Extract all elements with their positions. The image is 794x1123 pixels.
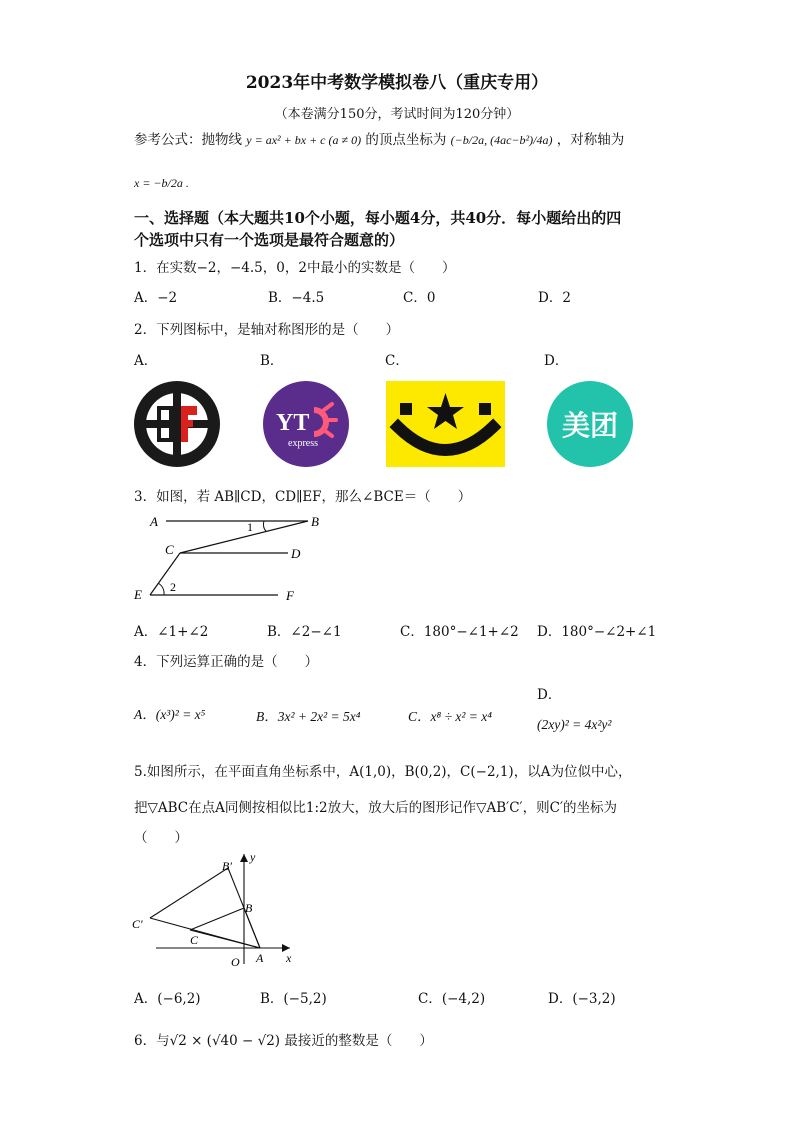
q3-label-d: D — [291, 546, 301, 561]
q3-stem: 3．如图，若 AB∥CD，CD∥EF，那么∠BCE＝（ ） — [134, 489, 472, 505]
q3-label-b: B — [311, 514, 319, 529]
q4-stem: 4．下列运算正确的是（ ） — [134, 654, 319, 670]
formula-line — [134, 128, 624, 148]
q5-label-c: C — [190, 933, 199, 947]
q3-option-b[interactable]: B．∠2−∠1 — [267, 624, 342, 640]
q5-figure — [130, 846, 310, 971]
formula-mid: 的顶点坐标为 — [365, 132, 447, 148]
q1-option-a[interactable]: A．−2 — [134, 290, 178, 306]
meituan-logo[interactable] — [546, 380, 634, 468]
page-subtitle: （本卷满分150分，考试时间为120分钟） — [274, 107, 520, 122]
q5-label-o: O — [231, 955, 240, 969]
q5-option-a[interactable]: A．(−6,2) — [134, 991, 201, 1007]
q3-label-f: F — [286, 588, 294, 603]
q4-option-d[interactable]: (2xy)² = 4x²y² — [537, 717, 612, 732]
q3-option-a[interactable]: A．∠1+∠2 — [134, 624, 209, 640]
q5-label-x: x — [286, 951, 292, 965]
q5-line3: （ ） — [134, 830, 188, 846]
q3-label-a: A — [150, 514, 158, 529]
q3-label-c: C — [165, 542, 174, 557]
q2-option-d[interactable]: D． — [544, 353, 569, 369]
q5-label-b: B — [245, 901, 253, 915]
q6-stem: 6．与√2 × (√40 − √2) 最接近的整数是（ ） — [134, 1033, 433, 1049]
section-heading-line1: 一、选择题（本大题共10个小题，每小题4分，共40分．每小题给出的四 — [134, 209, 622, 227]
yto-express-logo[interactable] — [262, 380, 350, 468]
meituan-logo-text: 美团 — [561, 411, 619, 442]
formula-expr: y = ax² + bx + c (a ≠ 0) — [246, 133, 362, 147]
q5-label-y: y — [250, 850, 256, 864]
q5-label-cprime: C′ — [132, 917, 143, 931]
q5-option-d[interactable]: D．(−3,2) — [548, 991, 616, 1007]
formula-lead: 参考公式：抛物线 — [134, 132, 242, 148]
q2-option-b[interactable]: B． — [260, 353, 284, 369]
q1-option-c[interactable]: C．0 — [403, 290, 436, 306]
q4-option-c[interactable]: C．x⁸ ÷ x² = x⁴ — [408, 709, 492, 724]
q1-stem: 1．在实数−2，−4.5，0，2中最小的实数是（ ） — [134, 260, 456, 276]
q5-label-bprime: B′ — [222, 859, 232, 873]
formula-vertex: (−b/2a, (4ac−b²)/4a) — [450, 133, 553, 147]
svg-text:YT: YT — [276, 410, 310, 436]
q1-option-b[interactable]: B．−4.5 — [268, 290, 325, 306]
q3-option-c[interactable]: C．180°−∠1+∠2 — [400, 624, 519, 640]
page-title: 2023年中考数学模拟卷八（重庆专用） — [245, 73, 549, 93]
section-heading-line2: 个选项中只有一个选项是最符合题意的） — [134, 231, 405, 249]
q2-stem: 2．下列图标中，是轴对称图形的是（ ） — [134, 322, 400, 338]
q4-option-a[interactable]: A．(x³)² = x⁵ — [134, 707, 206, 722]
q5-line1: 5.如图所示，在平面直角坐标系中，A(1,0)，B(0,2)，C(−2,1)，以A为位似中心， — [134, 764, 632, 780]
q1-option-d[interactable]: D．2 — [538, 290, 571, 306]
formula-tail: ，对称轴为 — [556, 132, 625, 148]
q3-label-angle2: 2 — [170, 580, 176, 594]
q4-option-b[interactable]: B．3x² + 2x² = 5x⁴ — [256, 709, 361, 724]
q3-figure — [130, 507, 330, 607]
q4-option-d-label[interactable]: D． — [537, 687, 562, 703]
smiley-logo[interactable] — [386, 381, 505, 467]
q5-line2: 把▽ABC在点A同侧按相似比1:2放大，放大后的图形记作▽AB′C′，则C′的坐标为 — [134, 800, 618, 816]
q3-label-angle1: 1 — [247, 520, 253, 534]
q3-label-e: E — [134, 587, 142, 602]
q2-option-a[interactable]: A． — [134, 353, 158, 369]
sf-express-logo[interactable] — [133, 380, 221, 468]
q5-option-b[interactable]: B．(−5,2) — [260, 991, 327, 1007]
formula-axis: x = −b/2a . — [134, 176, 189, 190]
q3-option-d[interactable]: D．180°−∠2+∠1 — [537, 624, 657, 640]
yto-logo-text: express — [288, 438, 318, 449]
q5-label-a: A — [256, 951, 264, 965]
q2-option-c[interactable]: C． — [385, 353, 409, 369]
q5-option-c[interactable]: C．(−4,2) — [418, 991, 486, 1007]
